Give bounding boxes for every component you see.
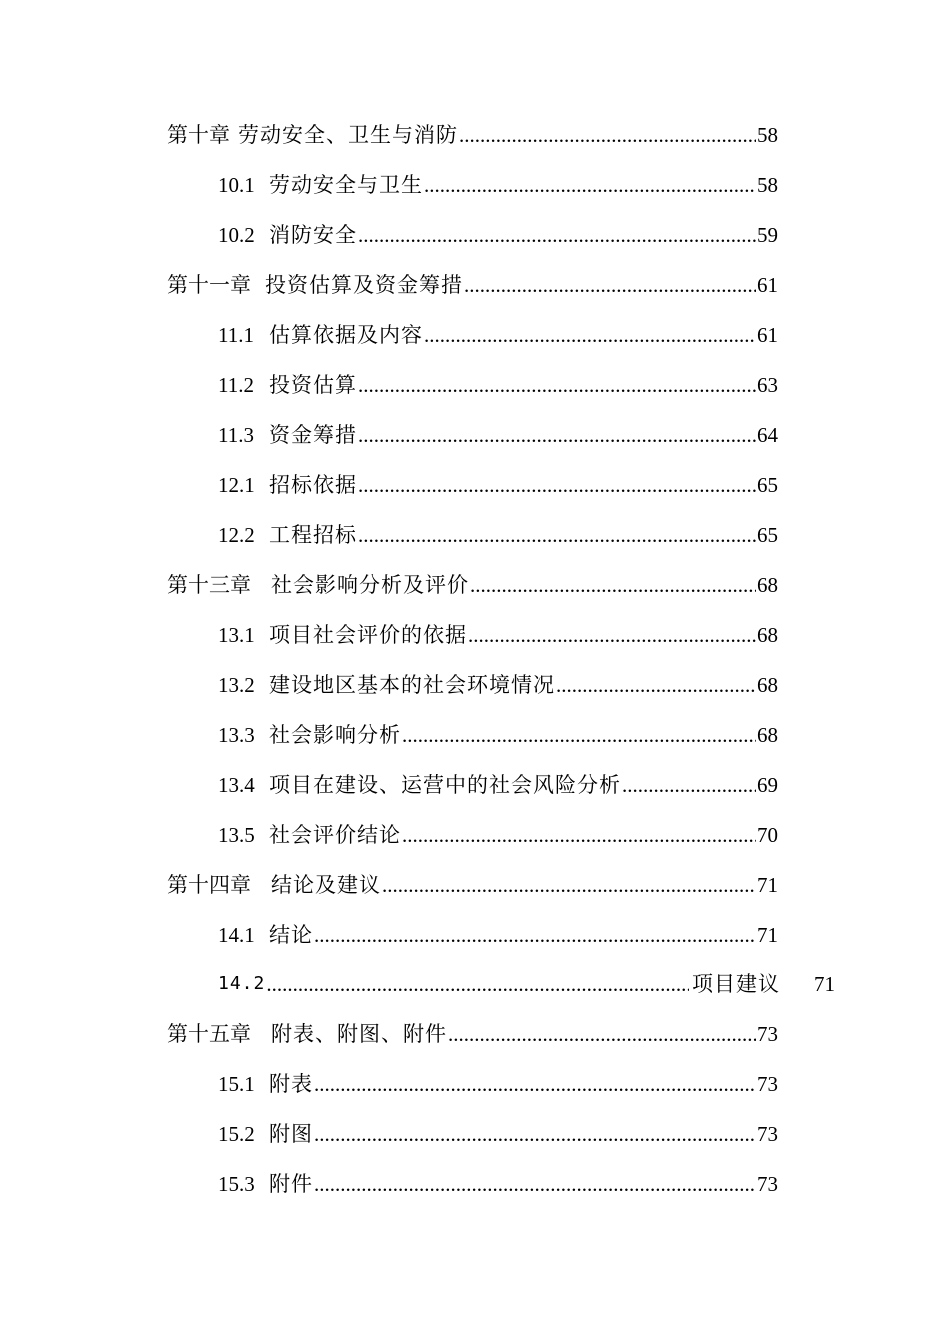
toc-section-12-1[interactable]	[218, 468, 778, 502]
toc-dot-leader	[556, 668, 756, 702]
toc-section-number: 13.2	[218, 673, 255, 697]
toc-dot-leader	[464, 268, 756, 302]
toc-section-number: 15.3	[218, 1172, 255, 1196]
toc-chapter-11[interactable]	[167, 268, 778, 302]
toc-section-13-1[interactable]	[218, 618, 778, 652]
toc-page-number: 68	[757, 573, 778, 597]
toc-chapter-number: 第十四章	[167, 873, 251, 897]
toc-section-15-3[interactable]	[218, 1167, 778, 1201]
toc-dot-leader	[622, 768, 756, 802]
toc-page-number: 61	[757, 273, 778, 297]
toc-dot-leader	[424, 318, 756, 352]
toc-page-number: 65	[757, 523, 778, 547]
toc-dot-leader	[448, 1017, 756, 1051]
toc-section-number: 15.1	[218, 1072, 255, 1096]
toc-section-title: 项目在建设、运营中的社会风险分析	[269, 773, 621, 797]
toc-page-number: 69	[757, 773, 778, 797]
toc-section-number: 13.4	[218, 773, 255, 797]
toc-dot-leader	[314, 1067, 756, 1101]
toc-section-number: 10.2	[218, 223, 255, 247]
toc-section-title: 消防安全	[269, 223, 357, 247]
toc-section-13-2[interactable]	[218, 668, 778, 702]
toc-dot-leader	[402, 818, 756, 852]
toc-chapter-14[interactable]	[167, 868, 778, 902]
toc-dot-leader	[314, 918, 756, 952]
toc-chapter-13[interactable]	[167, 568, 778, 602]
toc-section-10-1[interactable]	[218, 168, 778, 202]
toc-section-number: 14.1	[218, 923, 255, 947]
toc-page-number: 68	[757, 673, 778, 697]
toc-chapter-title: 附表、附图、附件	[271, 1022, 447, 1046]
toc-section-10-2[interactable]	[218, 218, 778, 252]
toc-dot-leader	[314, 1117, 756, 1151]
toc-page-number: 73	[757, 1172, 778, 1196]
toc-section-14-1[interactable]	[218, 918, 778, 952]
toc-section-title: 劳动安全与卫生	[269, 173, 423, 197]
toc-page-number: 64	[757, 423, 778, 447]
toc-section-title: 投资估算	[269, 373, 357, 397]
toc-section-15-1[interactable]	[218, 1067, 778, 1101]
toc-section-13-4[interactable]	[218, 768, 778, 802]
toc-chapter-title: 社会影响分析及评价	[271, 573, 469, 597]
toc-section-number: 13.5	[218, 823, 255, 847]
toc-page-number: 58	[757, 173, 778, 197]
toc-section-title: 附表	[269, 1072, 313, 1096]
toc-section-number: 12.2	[218, 523, 255, 547]
toc-dot-leader	[468, 618, 756, 652]
toc-dot-leader	[402, 718, 756, 752]
toc-section-title: 资金筹措	[269, 423, 357, 447]
toc-chapter-number: 第十三章	[167, 573, 251, 597]
toc-section-title: 工程招标	[269, 523, 357, 547]
toc-dot-leader	[358, 368, 756, 402]
toc-page-number: 68	[757, 623, 778, 647]
toc-section-title: 附图	[269, 1122, 313, 1146]
toc-page-number: 70	[757, 823, 778, 847]
toc-section-title: 附件	[269, 1172, 313, 1196]
toc-page-number: 73	[757, 1022, 778, 1046]
toc-section-13-5[interactable]	[218, 818, 778, 852]
toc-dot-leader	[382, 868, 756, 902]
toc-chapter-number: 第十五章	[167, 1022, 251, 1046]
toc-chapter-number: 第十章	[167, 123, 230, 147]
toc-chapter-title: 劳动安全、卫生与消防	[238, 123, 458, 147]
toc-section-title: 招标依据	[269, 473, 357, 497]
toc-page-number: 71	[814, 972, 835, 996]
toc-section-number: 14.2	[218, 973, 266, 994]
toc-section-11-1[interactable]	[218, 318, 778, 352]
toc-section-title: 社会评价结论	[269, 823, 401, 847]
toc-dot-leader	[358, 468, 756, 502]
toc-section-11-2[interactable]	[218, 368, 778, 402]
toc-page-number: 63	[757, 373, 778, 397]
toc-section-11-3[interactable]	[218, 418, 778, 452]
toc-section-number: 11.2	[218, 373, 254, 397]
toc-dot-leader	[314, 1167, 756, 1201]
toc-page-number: 58	[757, 123, 778, 147]
toc-page-number: 71	[757, 923, 778, 947]
toc-section-15-2[interactable]	[218, 1117, 778, 1151]
toc-page-number: 59	[757, 223, 778, 247]
toc-dot-leader	[424, 168, 756, 202]
toc-section-title: 建设地区基本的社会环境情况	[269, 673, 555, 697]
toc-page-number: 73	[757, 1072, 778, 1096]
toc-chapter-title: 投资估算及资金筹措	[265, 273, 463, 297]
toc-section-title: 项目社会评价的依据	[269, 623, 467, 647]
toc-section-title: 结论	[269, 923, 313, 947]
toc-chapter-number: 第十一章	[167, 273, 251, 297]
toc-section-13-3[interactable]	[218, 718, 778, 752]
toc-page-number: 71	[757, 873, 778, 897]
toc-page-number: 73	[757, 1122, 778, 1146]
toc-chapter-title: 结论及建议	[271, 873, 381, 897]
toc-dot-leader	[358, 418, 756, 452]
toc-section-12-2[interactable]	[218, 518, 778, 552]
toc-section-number: 15.2	[218, 1122, 255, 1146]
toc-dot-leader	[358, 518, 756, 552]
toc-section-title: 项目建议	[692, 972, 780, 996]
toc-section-number: 13.3	[218, 723, 255, 747]
toc-dot-leader	[459, 118, 756, 152]
toc-section-title: 估算依据及内容	[269, 323, 423, 347]
toc-section-number: 11.1	[218, 323, 254, 347]
toc-section-title: 社会影响分析	[269, 723, 401, 747]
toc-section-number: 10.1	[218, 173, 255, 197]
toc-page-number: 68	[757, 723, 778, 747]
toc-dot-leader	[470, 568, 756, 602]
toc-section-number: 11.3	[218, 423, 254, 447]
toc-section-number: 13.1	[218, 623, 255, 647]
toc-chapter-10[interactable]	[167, 118, 778, 152]
toc-section-number: 12.1	[218, 473, 255, 497]
toc-chapter-15[interactable]	[167, 1017, 778, 1051]
toc-page-number: 65	[757, 473, 778, 497]
toc-dot-leader	[358, 218, 756, 252]
toc-page-number: 61	[757, 323, 778, 347]
toc-dot-leader	[266, 967, 689, 1001]
toc-section-14-2[interactable]	[218, 967, 835, 1001]
